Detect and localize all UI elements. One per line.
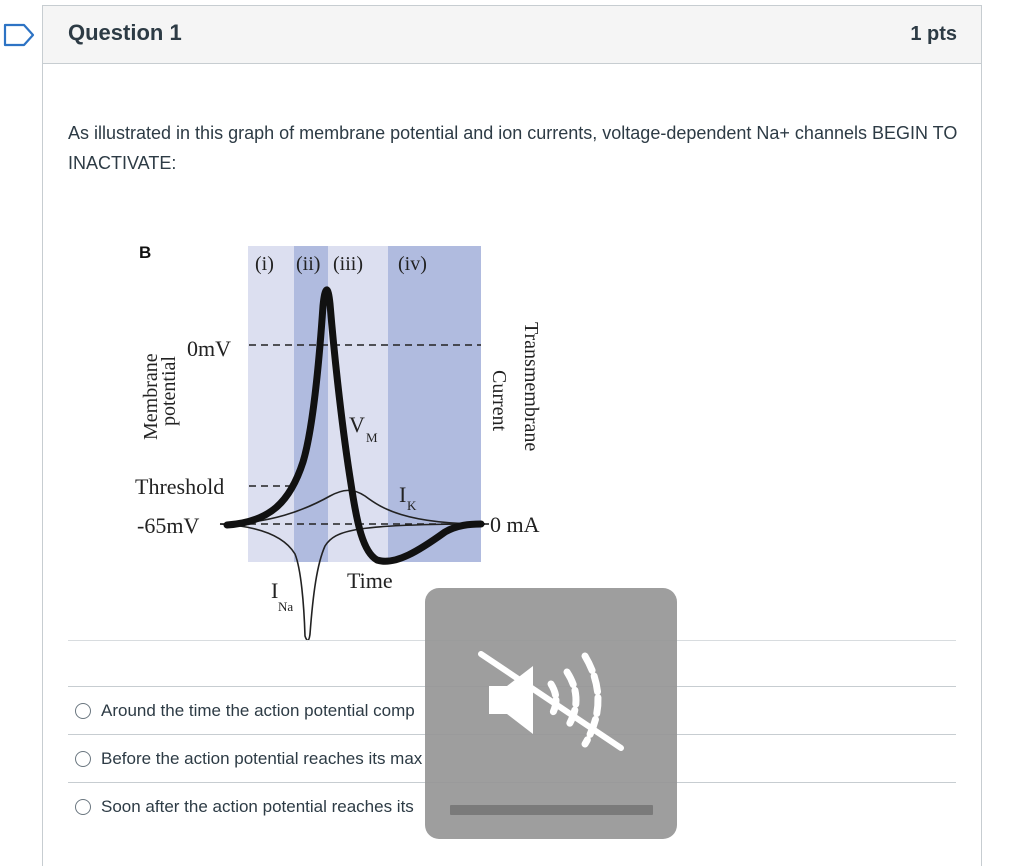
phase-label-iv: (iv) [398,253,427,275]
phase-label-iii: (iii) [333,253,363,275]
volume-overlay [425,588,677,839]
left-axis-label-1: Membrane [140,353,162,440]
vm-subscript: M [366,430,378,445]
ina-label: I [271,578,279,603]
answer-label[interactable]: Around the time the action potential comp [101,700,415,720]
ik-label: I [399,482,407,507]
question-points: 1 pts [910,23,957,45]
zero-ma-label: 0 mA [490,512,540,537]
panel-label: B [139,243,152,262]
question-text: As illustrated in this graph of membrane potential and ion currents, voltage-dependent Na+ channels BEGIN TO INACTIVATE: [68,123,958,173]
answer-label[interactable]: Soon after the action potential reaches its [101,796,414,816]
radio-button[interactable] [75,751,91,767]
threshold-label: Threshold [135,474,225,499]
radio-button[interactable] [75,799,91,815]
left-axis-label-2: potential [158,356,180,426]
rest-label: -65mV [137,513,200,538]
time-label: Time [347,568,393,593]
radio-button[interactable] [75,703,91,719]
speaker-muted-icon [471,640,631,760]
phase-label-i: (i) [255,253,274,275]
ik-subscript: K [407,498,417,513]
volume-level-bar [450,805,653,815]
right-axis-label-1: Transmembrane [520,322,542,452]
phase-label-ii: (ii) [296,253,321,275]
flag-question-icon[interactable] [2,22,36,48]
answer-label[interactable]: Before the action potential reaches its max [101,748,423,768]
vm-label: V [349,412,365,437]
zero-mv-label: 0mV [187,336,231,361]
question-header [43,6,981,64]
question-title: Question 1 [68,20,182,45]
ina-subscript: Na [278,599,294,614]
right-axis-label-2: Current [488,370,510,432]
